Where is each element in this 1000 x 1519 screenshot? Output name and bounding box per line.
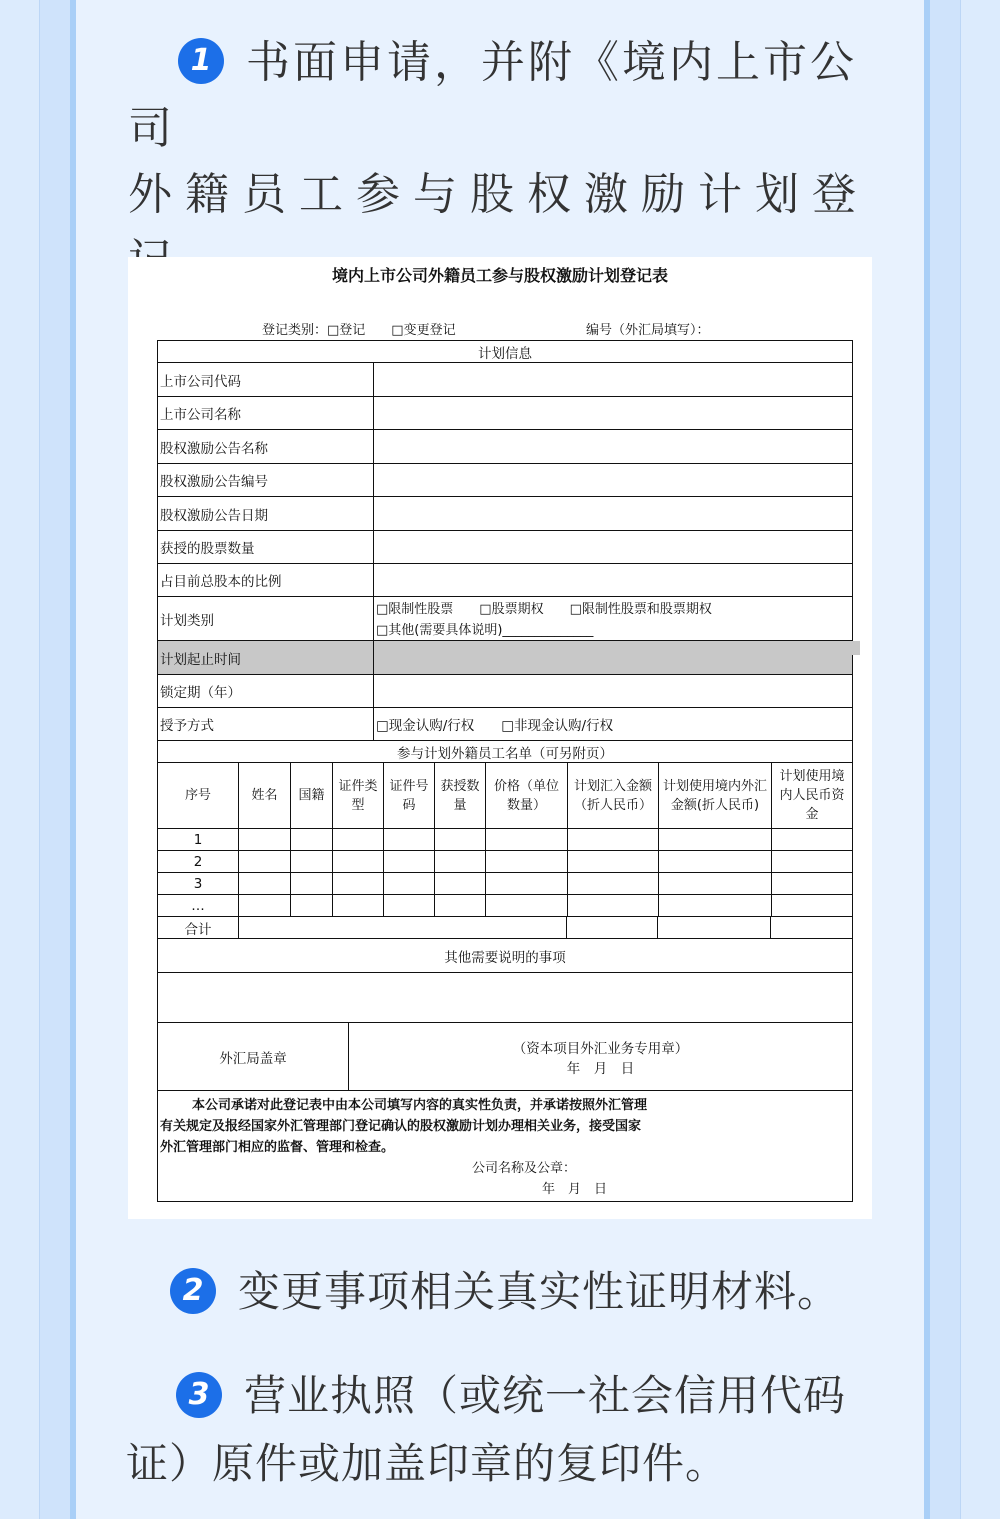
step-3-line2: 证）原件或加盖印章的复印件。 (126, 1439, 729, 1488)
roster-header: 证件号码 (384, 763, 435, 828)
plan-type-options-line2: □其他(需要具体说明)______________ (376, 623, 594, 638)
roster-total-row (158, 917, 852, 939)
plan-type-label: 计划类别 (158, 597, 374, 640)
field-value (374, 564, 852, 596)
plan-type-options (374, 597, 852, 640)
form-title: 境内上市公司外籍员工参与股权激励计划登记表 (331, 266, 668, 285)
shade-tail (852, 641, 860, 655)
step-3-text (126, 1362, 886, 1498)
field-value (374, 430, 852, 463)
roster-header: 证件类型 (333, 763, 384, 828)
roster-index: 1 (158, 829, 239, 850)
roster-index: 3 (158, 873, 239, 894)
roster-index: 2 (158, 851, 239, 872)
roster-row (158, 895, 852, 917)
step-1-badge: 1 (178, 38, 224, 84)
roster-header: 计划使用境内人民币资金 (779, 769, 845, 822)
right-border (960, 0, 1000, 1519)
field-label: 股权激励公告编号 (158, 464, 374, 496)
step-1-line2: 外籍员工参与股权激励计划登 (128, 169, 869, 220)
field-label: 占目前总股本的比例 (158, 564, 374, 596)
roster-total-label: 合计 (158, 917, 239, 938)
grant-method-label: 授予方式 (158, 708, 374, 740)
period-label: 计划起止时间 (158, 641, 374, 674)
field-label: 股权激励公告名称 (158, 430, 374, 463)
commitment-line2: 有关规定及报经国家外汇管理部门登记确认的股权激励计划办理相关业务，接受国家 (160, 1119, 642, 1134)
step-1-line1: 书面申请，并附《境内上市公司 (128, 37, 857, 154)
other-notes-value (158, 973, 852, 1022)
roster-header: 计划汇入金额（折人民币） (568, 763, 659, 828)
roster-header: 计划使用境内外汇金额(折人民币) (659, 763, 772, 828)
roster-index: … (158, 895, 239, 916)
commitment-block (158, 1091, 852, 1201)
lock-period-label: 锁定期（年） (158, 675, 374, 707)
step-2-text (170, 1262, 840, 1322)
field-label: 上市公司名称 (158, 397, 374, 429)
roster-header: 获授数量 (435, 763, 486, 828)
stamp-label: 外汇局盖章 (158, 1023, 349, 1090)
stamp-date: 年 月 日 (566, 1060, 635, 1077)
section-roster: 参与计划外籍员工名单（可另附页） (397, 745, 613, 762)
form-table (157, 340, 853, 1202)
roster-header: 价格（单位数量） (486, 763, 568, 828)
company-sign: 公司名称及公章： (472, 1161, 577, 1176)
field-label: 股权激励公告日期 (158, 497, 374, 530)
roster-row (158, 873, 852, 895)
stamp-area (349, 1023, 852, 1090)
form-serial: 编号（外汇局填写）： (586, 323, 710, 338)
section-plan-info: 计划信息 (478, 345, 532, 362)
registration-form-image (128, 257, 872, 1219)
field-value (374, 363, 852, 396)
field-value (374, 464, 852, 496)
step-3-line1: 营业执照（或统一社会信用代码 (244, 1371, 847, 1420)
roster-header: 国籍 (291, 763, 333, 828)
left-border (0, 0, 40, 1519)
roster-row (158, 851, 852, 873)
roster-header: 姓名 (239, 763, 291, 828)
step-2-line1: 变更事项相关真实性证明材料。 (238, 1267, 841, 1316)
plan-type-options-line1: □限制性股票 □股票期权 □限制性股票和股票期权 (376, 602, 712, 617)
section-other-notes: 其他需要说明的事项 (444, 949, 566, 966)
step-2-badge: 2 (170, 1268, 216, 1314)
field-label: 获授的股票数量 (158, 531, 374, 563)
commitment-line1: 本公司承诺对此登记表中由本公司填写内容的真实性负责，并承诺按照外汇管理 (192, 1098, 648, 1113)
roster-header: 序号 (158, 763, 239, 828)
form-reg-type: 登记类别：□登记 □变更登记 (262, 323, 456, 338)
company-date: 年 月 日 (542, 1182, 608, 1197)
stamp-note: （资本项目外汇业务专用章） (512, 1040, 689, 1057)
field-value (374, 497, 852, 530)
field-value (374, 397, 852, 429)
lock-period-value (374, 675, 852, 707)
commitment-line3: 外汇管理部门相应的监督、管理和检查。 (160, 1140, 395, 1155)
grant-method-options: □现金认购/行权 □非现金认购/行权 (376, 718, 614, 734)
period-value (374, 641, 852, 674)
step-3-badge: 3 (176, 1372, 222, 1418)
roster-row (158, 829, 852, 851)
field-value (374, 531, 852, 563)
field-label: 上市公司代码 (158, 363, 374, 396)
